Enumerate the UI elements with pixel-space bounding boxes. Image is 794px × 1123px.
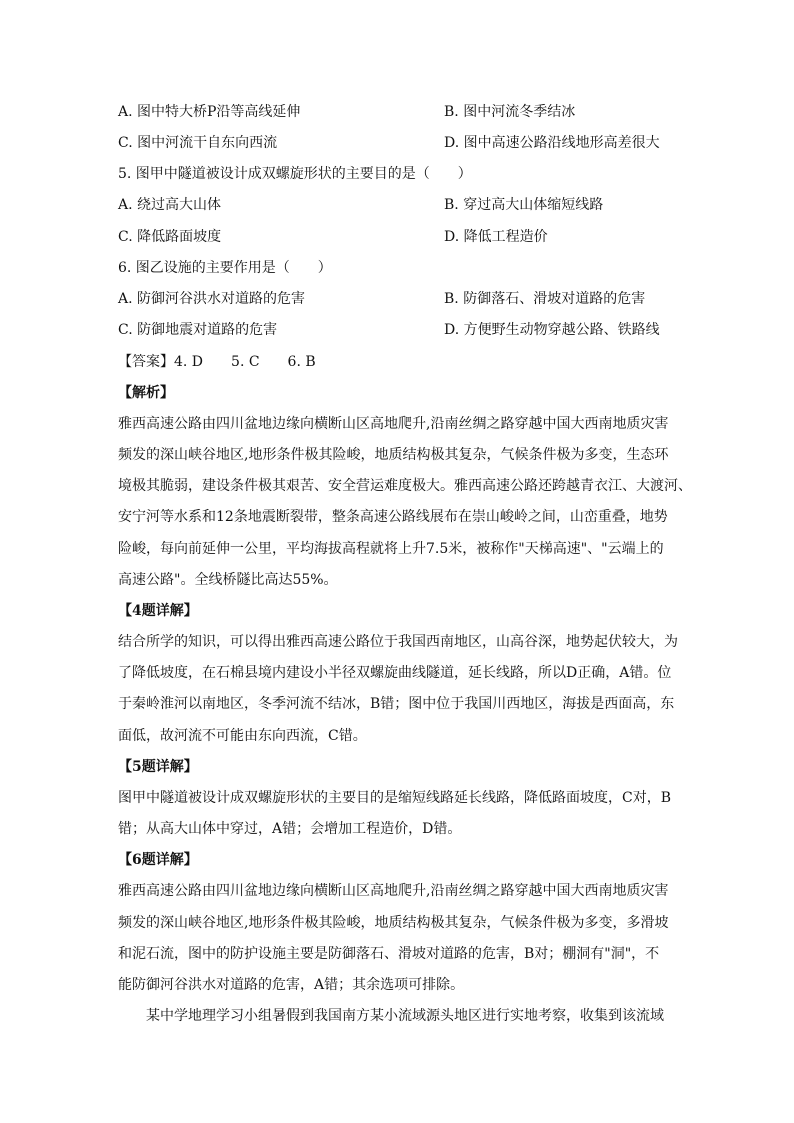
closing-line: 某中学地理学习小组暑假到我国南方某小流域源头地区进行实地考察，收集到该流域 [118, 1008, 664, 1024]
q6-option-b: B. 防御落石、滑坡对道路的危害 [444, 291, 646, 307]
q4-option-c: C. 图中河流干自东向西流 [118, 135, 278, 151]
q6-option-d: D. 方便野生动物穿越公路、铁路线 [444, 322, 660, 338]
detail4-line: 面低，故河流不可能由东向西流，C错。 [118, 728, 367, 744]
analysis-line: 雅西高速公路由四川盆地边缘向横断山区高地爬升,沿南丝绸之路穿越中国大西南地质灾害 [118, 416, 669, 432]
q4-option-a: A. 图中特大桥P沿等高线延伸 [118, 104, 301, 120]
analysis-line: 频发的深山峡谷地区,地形条件极其险峻，地质结构极其复杂，气候条件极为多变，生态环 [118, 447, 669, 463]
detail4-line: 了降低坡度，在石棉县境内建设小半径双螺旋曲线隧道，延长线路，所以D正确，A错。位 [118, 665, 672, 681]
analysis-heading: 【解析】 [118, 385, 174, 401]
q5-option-d: D. 降低工程造价 [444, 229, 548, 245]
detail6-line: 和泥石流，图中的防护设施主要是防御落石、滑坡对道路的危害，B对；棚洞有"洞"，不 [118, 946, 660, 962]
q5-option-a: A. 绕过高大山体 [118, 197, 222, 213]
q6-stem: 6. 图乙设施的主要作用是（ ） [118, 260, 332, 276]
detail5-line: 错；从高大山体中穿过，A错；会增加工程造价，D错。 [118, 821, 462, 837]
q5-option-b: B. 穿过高大山体缩短线路 [444, 197, 604, 213]
detail5-line: 图甲中隧道被设计成双螺旋形状的主要目的是缩短线路延长线路，降低路面坡度，C对，B [118, 790, 671, 806]
q5-option-c: C. 降低路面坡度 [118, 229, 222, 245]
detail6-heading: 【6题详解】 [118, 852, 198, 868]
analysis-line: 安宁河等水系和12条地震断裂带，整条高速公路线展布在崇山峻岭之间，山峦重叠，地势 [118, 509, 668, 525]
q4-option-d: D. 图中高速公路沿线地形高差很大 [444, 135, 660, 151]
analysis-line: 高速公路"。全线桥隧比高达55%。 [118, 572, 338, 588]
analysis-line: 境极其脆弱，建设条件极其艰苦、安全营运难度极大。雅西高速公路还跨越青衣江、大渡河、 [118, 478, 692, 494]
detail4-heading: 【4题详解】 [118, 603, 198, 619]
analysis-line: 险峻，每向前延伸一公里，平均海拔高程就将上升7.5米，被称作"天梯高速"、"云端上的 [118, 541, 664, 557]
detail4-line: 结合所学的知识，可以得出雅西高速公路位于我国西南地区，山高谷深，地势起伏较大，为 [118, 634, 678, 650]
q6-option-c: C. 防御地震对道路的危害 [118, 322, 278, 338]
answer-line: 【答案】4. D 5. C 6. B [118, 354, 316, 370]
detail4-line: 于秦岭淮河以南地区，冬季河流不结冰，B错；图中位于我国川西地区，海拔是西面高，东 [118, 696, 675, 712]
detail6-line: 能防御河谷洪水对道路的危害，A错；其余选项可排除。 [118, 977, 465, 993]
detail6-line: 雅西高速公路由四川盆地边缘向横断山区高地爬升,沿南丝绸之路穿越中国大西南地质灾害 [118, 883, 669, 899]
q4-option-b: B. 图中河流冬季结冰 [444, 104, 576, 120]
detail5-heading: 【5题详解】 [118, 759, 198, 775]
q5-stem: 5. 图甲中隧道被设计成双螺旋形状的主要目的是（ ） [118, 166, 472, 182]
q6-option-a: A. 防御河谷洪水对道路的危害 [118, 291, 306, 307]
detail6-line: 频发的深山峡谷地区,地形条件极其险峻，地质结构极其复杂，气候条件极为多变，多滑坡 [118, 915, 669, 931]
